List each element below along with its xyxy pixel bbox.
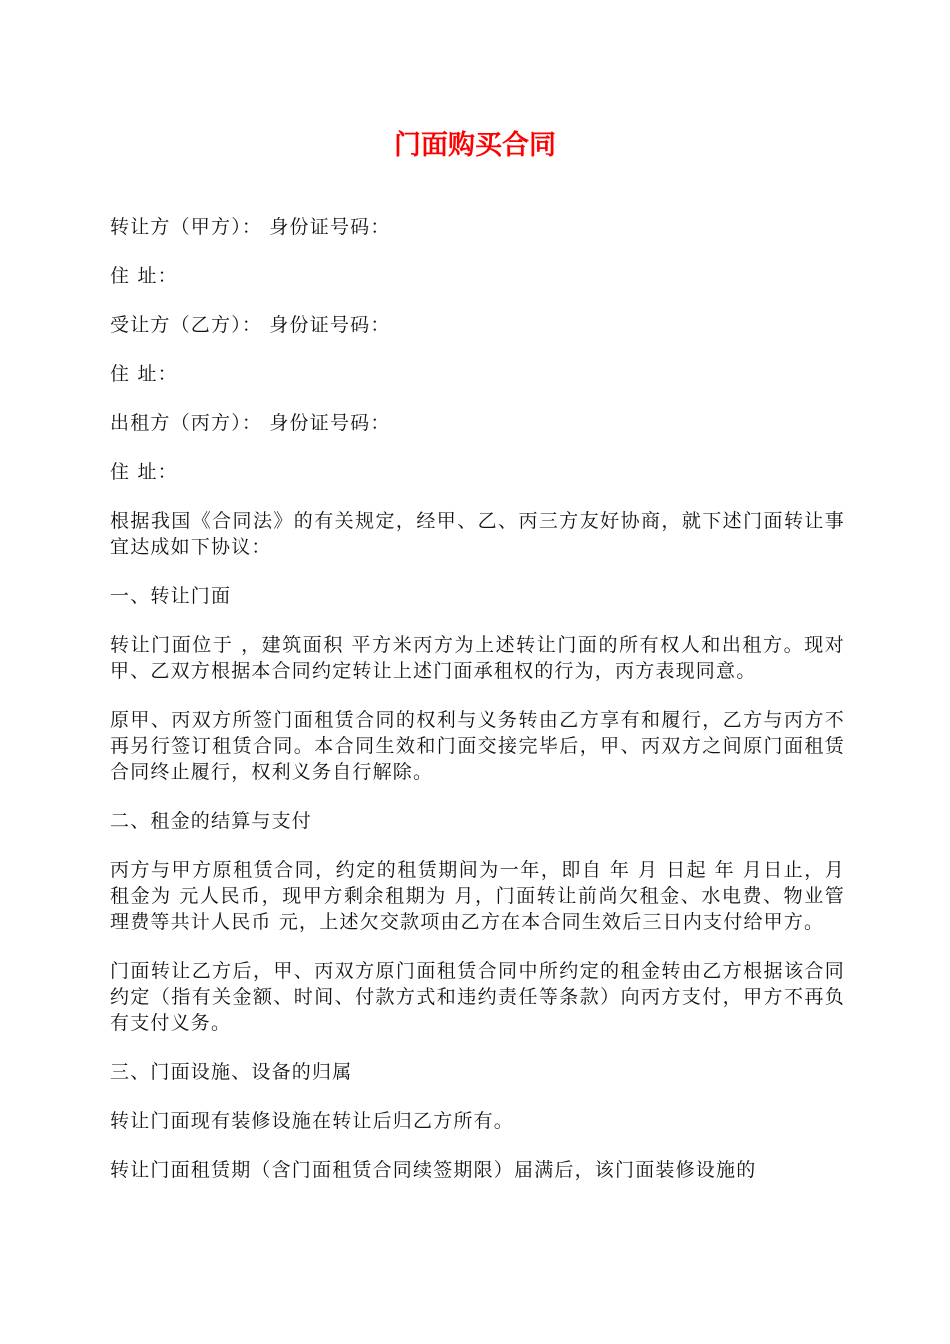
preamble-paragraph: 根据我国《合同法》的有关规定，经甲、乙、丙三方友好协商，就下述门面转让事宜达成如下协议： <box>110 510 845 558</box>
document-body <box>110 214 845 1206</box>
clause-paragraph: 丙方与甲方原租赁合同，约定的租赁期间为一年，即自 年 月 日起 年 月日止，月租金为 元人民币，现甲方剩余租期为 月，门面转让前尚欠租金、水电费、物业管理费等共计人民币 元，上述欠交款项由乙方在本合同生效后三日内支付给甲方。 <box>110 859 845 933</box>
clause-paragraph: 转让门面租赁期（含门面租赁合同续签期限）届满后，该门面装修设施的 <box>110 1159 757 1181</box>
section-heading-2: 二、租金的结算与支付 <box>110 810 313 832</box>
party-b-line: 受让方（乙方）： 身份证号码： <box>110 314 391 336</box>
clause-paragraph: 转让门面现有装修设施在转让后归乙方所有。 <box>110 1110 515 1132</box>
party-c-address: 住 址： <box>110 461 178 483</box>
section-heading-3: 三、门面设施、设备的归属 <box>110 1061 353 1083</box>
clause-paragraph: 原甲、丙双方所签门面租赁合同的权利与义务转由乙方享有和履行，乙方与丙方不再另行签订租赁合同。本合同生效和门面交接完毕后，甲、丙双方之间原门面租赁合同终止履行，权利义务自行解除。 <box>110 709 845 783</box>
party-a-address: 住 址： <box>110 265 178 287</box>
clause-paragraph: 转让门面位于 ，建筑面积 平方米丙方为上述转让门面的所有权人和出租方。现对甲、乙双方根据本合同约定转让上述门面承租权的行为，丙方表现同意。 <box>110 634 845 682</box>
party-a-line: 转让方（甲方）： 身份证号码： <box>110 216 391 238</box>
document-title: 门面购买合同 <box>394 130 556 161</box>
party-c-line: 出租方（丙方）： 身份证号码： <box>110 412 391 434</box>
party-b-address: 住 址： <box>110 363 178 385</box>
clause-paragraph: 门面转让乙方后，甲、丙双方原门面租赁合同中所约定的租金转由乙方根据该合同约定（指有关金额、时间、付款方式和违约责任等条款）向丙方支付，甲方不再负有支付义务。 <box>110 960 845 1034</box>
section-heading-1: 一、转让门面 <box>110 585 232 607</box>
